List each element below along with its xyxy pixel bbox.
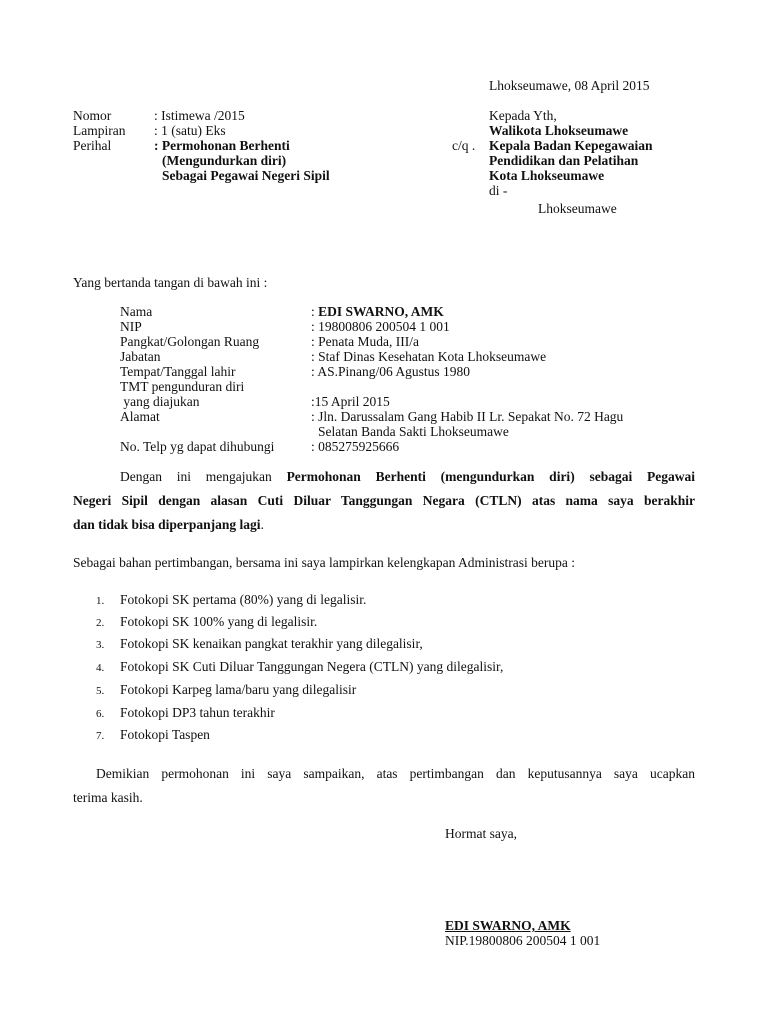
- list-item: Fotokopi Taspen: [120, 727, 210, 742]
- place-date: Lhokseumawe, 08 April 2015: [489, 78, 650, 93]
- recipient-title: Walikota Lhokseumawe: [489, 123, 629, 138]
- nip-label: NIP: [120, 319, 142, 334]
- list-item-number: 6.: [96, 708, 105, 720]
- jabatan-label: Jabatan: [120, 349, 161, 364]
- lampiran-value: : 1 (satu) Eks: [154, 123, 226, 138]
- telp-value: : 085275925666: [311, 439, 400, 454]
- subject-line-2: Sebagai Pegawai Negeri Sipil: [162, 168, 330, 183]
- pangkat-value: : Penata Muda, III/a: [311, 334, 419, 349]
- perihal-label: Perihal: [73, 138, 112, 153]
- nomor-label: Nomor: [73, 108, 112, 123]
- tmt-value: :15 April 2015: [311, 394, 390, 409]
- list-item: Fotokopi SK Cuti Diluar Tanggungan Negera (CTLN) yang dilegalisir,: [120, 659, 504, 674]
- alamat-value-2: Selatan Banda Sakti Lhokseumawe: [318, 424, 509, 439]
- signer-nip: NIP.19800806 200504 1 001: [445, 933, 601, 948]
- recipient-line-3: Kepala Badan Kepegawaian: [489, 138, 653, 153]
- signer-name: EDI SWARNO, AMK: [445, 918, 571, 933]
- signature-greeting: Hormat saya,: [445, 826, 517, 841]
- list-item: Fotokopi SK pertama (80%) yang di legalisir.: [120, 592, 367, 607]
- perihal-value: : Permohonan Berhenti: [154, 138, 290, 153]
- tmt-label-1: TMT pengunduran diri: [120, 379, 245, 394]
- recipient-line-4: Pendidikan dan Pelatihan: [489, 153, 639, 168]
- alamat-value-1: : Jln. Darussalam Gang Habib II Lr. Sepakat No. 72 Hagu: [311, 409, 624, 424]
- recipient-line-5: Kota Lhokseumawe: [489, 168, 605, 183]
- list-item-number: 1.: [96, 595, 105, 607]
- list-item-number: 5.: [96, 685, 105, 697]
- list-item: Fotokopi Karpeg lama/baru yang dilegalisir: [120, 682, 357, 697]
- tmt-label-2: yang diajukan: [120, 394, 200, 409]
- subject-line-1: (Mengundurkan diri): [162, 153, 287, 168]
- jabatan-value: : Staf Dinas Kesehatan Kota Lhokseumawe: [311, 349, 547, 364]
- closing-line-2: terima kasih.: [73, 790, 143, 805]
- alamat-label: Alamat: [120, 409, 160, 424]
- recipient-cq: c/q .: [452, 138, 476, 153]
- nama-label: Nama: [120, 304, 153, 319]
- list-item-number: 4.: [96, 662, 105, 674]
- list-item: Fotokopi SK kenaikan pangkat terakhir yang dilegalisir,: [120, 636, 423, 651]
- list-item-number: 7.: [96, 730, 105, 742]
- list-item: Fotokopi DP3 tahun terakhir: [120, 705, 275, 720]
- nomor-value: : Istimewa /2015: [154, 108, 245, 123]
- attachments-intro: Sebagai bahan pertimbangan, bersama ini saya lampirkan kelengkapan Administrasi berupa :: [73, 555, 575, 570]
- request-line-3: dan tidak bisa diperpanjang lagi.: [73, 517, 264, 532]
- list-item: Fotokopi SK 100% yang di legalisir.: [120, 614, 318, 629]
- nama-value: : EDI SWARNO, AMK: [311, 304, 444, 319]
- ttl-label: Tempat/Tanggal lahir: [120, 364, 236, 379]
- recipient-city: Lhokseumawe: [538, 201, 617, 216]
- pangkat-label: Pangkat/Golongan Ruang: [120, 334, 260, 349]
- request-line-2: Negeri Sipil dengan alasan Cuti Diluar Tanggungan Negara (CTLN) atas nama saya berakhir: [73, 493, 695, 508]
- intro-text: Yang bertanda tangan di bawah ini :: [73, 275, 268, 290]
- request-line-1: Dengan ini mengajukan Permohonan Berhenti (mengundurkan diri) sebagai Pegawai: [120, 469, 695, 484]
- nip-value: : 19800806 200504 1 001: [311, 319, 450, 334]
- recipient-di: di -: [489, 183, 508, 198]
- telp-label: No. Telp yg dapat dihubungi: [120, 439, 275, 454]
- ttl-value: : AS.Pinang/06 Agustus 1980: [311, 364, 471, 379]
- list-item-number: 2.: [96, 617, 105, 629]
- recipient-salutation: Kepada Yth,: [489, 108, 557, 123]
- closing-line-1: Demikian permohonan ini saya sampaikan, atas pertimbangan dan keputusannya saya ucapkan: [96, 766, 695, 781]
- list-item-number: 3.: [96, 639, 105, 651]
- lampiran-label: Lampiran: [73, 123, 126, 138]
